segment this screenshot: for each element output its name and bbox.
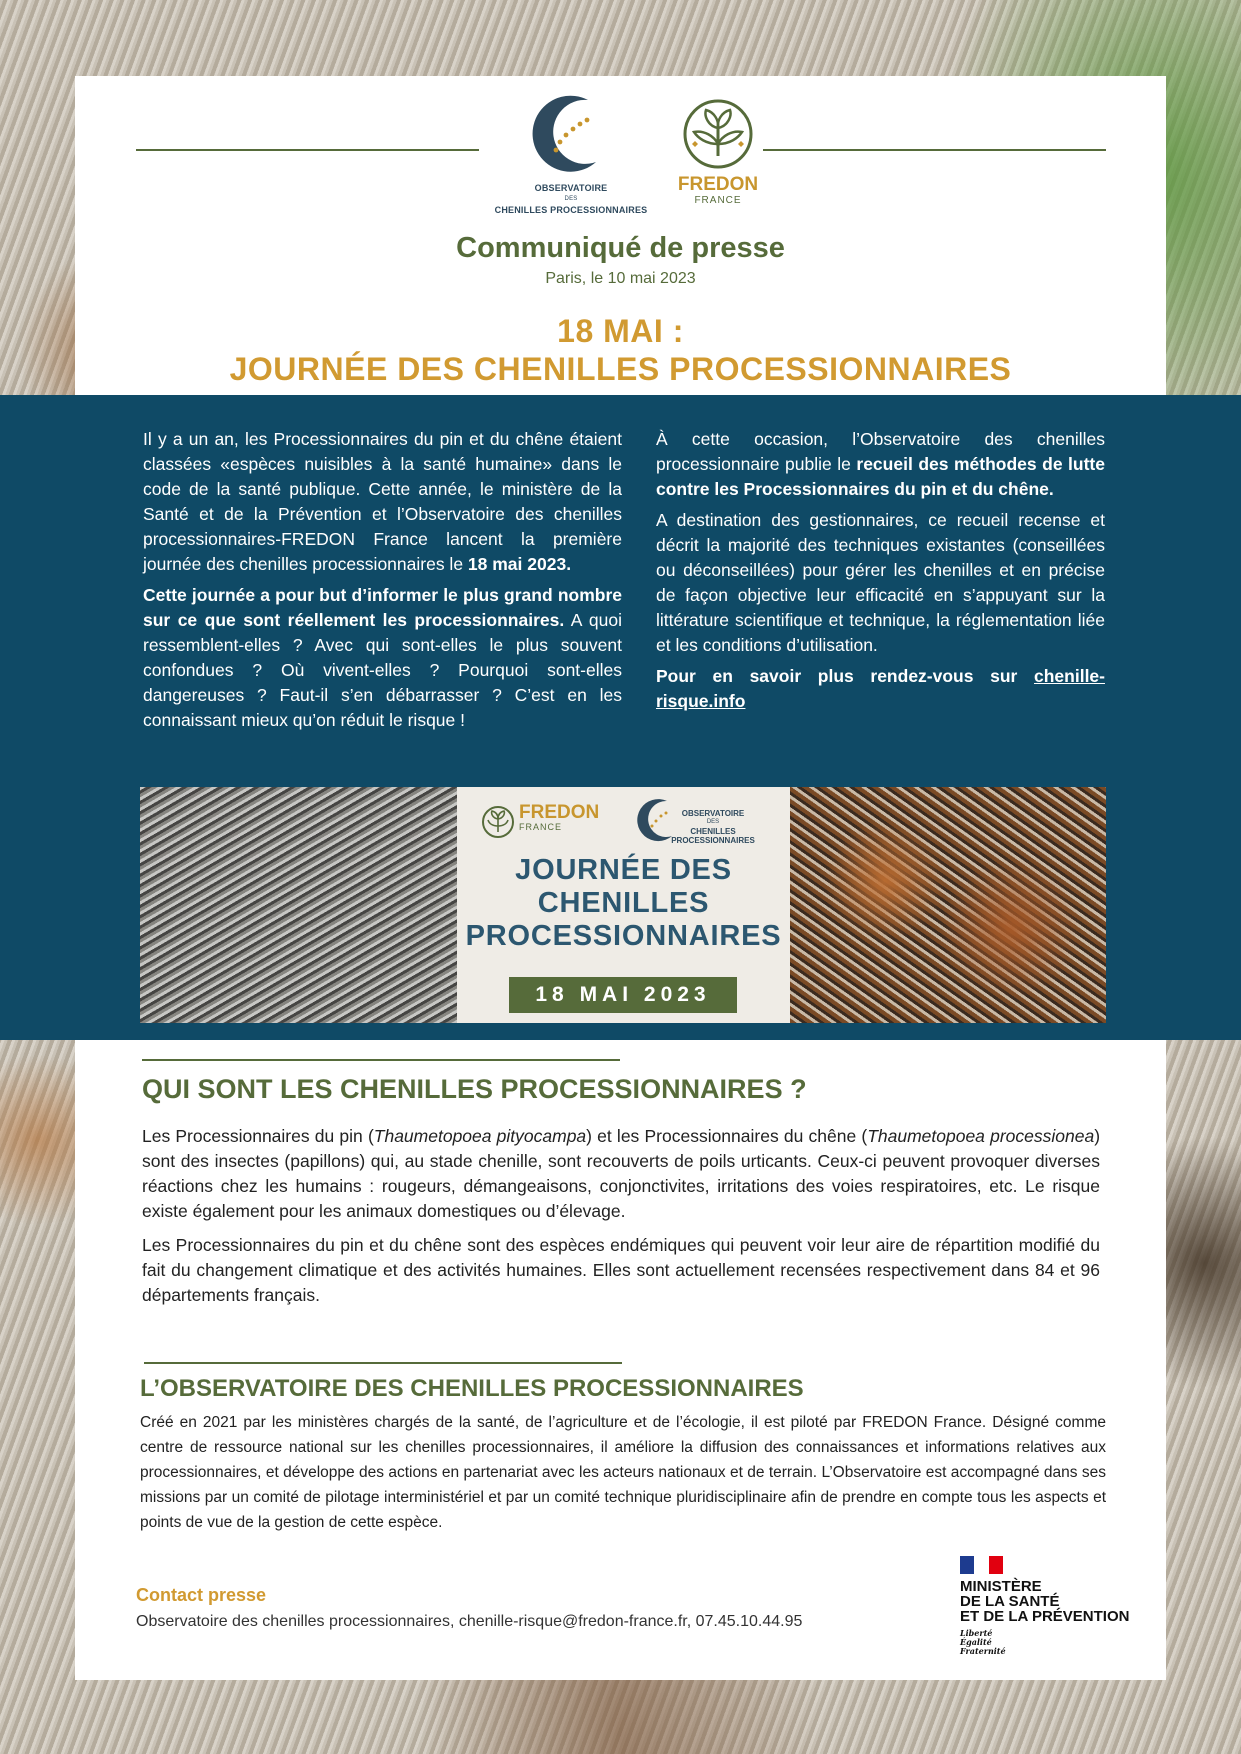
- section1-title: QUI SONT LES CHENILLES PROCESSIONNAIRES ?: [142, 1074, 807, 1104]
- observatoire-logo-text: OBSERVATOIRE DES CHENILLES PROCESSIONNAIRES: [494, 183, 648, 215]
- press-release-label: Communiqué de presse: [456, 232, 785, 264]
- marianne-flag-icon: [960, 1556, 1003, 1574]
- section1-divider: [142, 1059, 620, 1061]
- section2-divider: [144, 1362, 622, 1364]
- ministry-logo: [960, 1556, 1160, 1656]
- event-banner: [457, 787, 790, 1023]
- intro-left-paragraph1: Il y a un an, les Processionnaires du pin et du chêne étaient classées «espèces nuisibles à la santé humaine» dans le code de la santé publique. Cette année, le ministère de la Santé et de la Prévention et l’Observatoire des chenilles processionnaires-FREDON France lancent la première journée des chenilles processionnaires le 18 mai 2023.: [143, 429, 622, 574]
- page-title-line2: JOURNÉE DES CHENILLES PROCESSIONNAIRES: [229, 351, 1012, 387]
- press-release-date: Paris, le 10 mai 2023: [545, 270, 696, 287]
- section1-paragraph1: Les Processionnaires du pin (Thaumetopoea pityocampa) et les Processionnaires du chêne (Thaumetopoea processionea) sont des insectes (papillons) qui, au stade chenille, sont recouverts de poils urticants. Ceux-ci peuvent provoquer diverses réactions chez les humains : rougeurs, démangeaisons, conjonctivites, irritations des voies respiratoires, etc. Le risque existe également pour les animaux domestiques ou d’élevage.: [142, 1126, 1101, 1221]
- chenille-risque-link[interactable]: chenille-risque.info: [656, 666, 1105, 711]
- pine-caterpillars-photo: [140, 787, 457, 1023]
- intro-right-paragraph3: Pour en savoir plus rendez-vous sur chenille-risque.info: [656, 666, 1105, 711]
- intro-right-paragraph1: À cette occasion, l’Observatoire des chenilles processionnaire publie le recueil des méthodes de lutte contre les Processionnaires du pin et du chêne.: [656, 429, 1105, 499]
- ministry-motto: Liberté Égalité Fraternité: [960, 1628, 1006, 1656]
- header-divider-right: [763, 149, 1106, 151]
- intro-left-column: [143, 427, 622, 739]
- contact-label: Contact presse: [136, 1585, 267, 1605]
- banner-date: 18 MAI 2023: [509, 977, 737, 1013]
- section1-body: [142, 1124, 1100, 1317]
- intro-band: [0, 395, 1241, 1040]
- observatoire-logo: [491, 92, 651, 215]
- intro-right-paragraph2: A destination des gestionnaires, ce recueil recense et décrit la majorité des techniques existantes (conseillées ou déconseillées) pour gérer les chenilles et en précise de façon objective leur efficacité en s’appuyant sur la littérature scientifique et technique, la réglementation liée et les conditions d’utilisation.: [656, 510, 1105, 655]
- intro-left-paragraph2: Cette journée a pour but d’informer le plus grand nombre sur ce que sont réellement les processionnaires. A quoi ressemblent-elles ? Avec qui sont-elles le plus souvent confondues ? Où vivent-elles ? Pourquoi sont-elles dangereuses ? Faut-il s’en débarrasser ? C’est en les connaissant mieux qu’on réduit le risque !: [143, 585, 623, 730]
- oak-caterpillars-photo: [790, 787, 1106, 1023]
- fredon-sub: FRANCE: [694, 195, 742, 206]
- page-title-line1: 18 MAI :: [557, 313, 684, 349]
- section2-title: L’OBSERVATOIRE DES CHENILLES PROCESSIONNAIRES: [140, 1375, 804, 1402]
- section1-paragraph2: Les Processionnaires du pin et du chêne sont des espèces endémiques qui peuvent voir leur aire de répartition modifié du fait du changement climatique et des activités humaines. Elles sont actuellement recensées respectivement dans 84 et 96 départements français.: [142, 1235, 1100, 1305]
- fredon-name: FREDON: [677, 174, 759, 195]
- banner-observatoire-logo: [632, 795, 772, 847]
- section2-paragraph1: Créé en 2021 par les ministères chargés de la santé, de l’agriculture et de l’écologie, il est piloté par FREDON France. Désigné comme centre de ressource national sur les chenilles processionnaires, il améliore la diffusion des connaissances et informations relatives aux processionnaires, et développe des actions en partenariat avec les acteurs nationaux et de terrain. L’Observatoire est accompagné dans ses missions par un comité de pilotage interministériel et par un comité technique pluridisciplinaire afin de prendre en compte tous les aspects et points de vue de la gestion de cette espèce.: [140, 1414, 1106, 1531]
- banner-observatoire-text: OBSERVATOIRE DES CHENILLES PROCESSIONNAIRES: [671, 809, 755, 845]
- header-divider-left: [136, 149, 479, 151]
- fredon-plant-icon: [676, 98, 760, 170]
- banner-fredon-logo: FREDON FRANCE: [519, 802, 600, 832]
- fredon-logo: [653, 98, 783, 208]
- ministry-name: MINISTÈRE DE LA SANTÉ ET DE LA PRÉVENTION: [960, 1578, 1130, 1625]
- section2-body: [140, 1410, 1106, 1544]
- banner-logos: [457, 793, 790, 849]
- event-banner-strip: [140, 787, 1106, 1023]
- intro-right-column: [656, 427, 1105, 720]
- banner-title: JOURNÉE DES CHENILLES PROCESSIONNAIRES: [465, 854, 782, 952]
- page-title: [75, 312, 1166, 388]
- contact-details: Observatoire des chenilles processionnaires, chenille-risque@fredon-france.fr, 07.45.10.44.95: [136, 1613, 803, 1630]
- observatoire-crescent-icon: [526, 92, 616, 178]
- banner-fredon-icon: [481, 805, 515, 839]
